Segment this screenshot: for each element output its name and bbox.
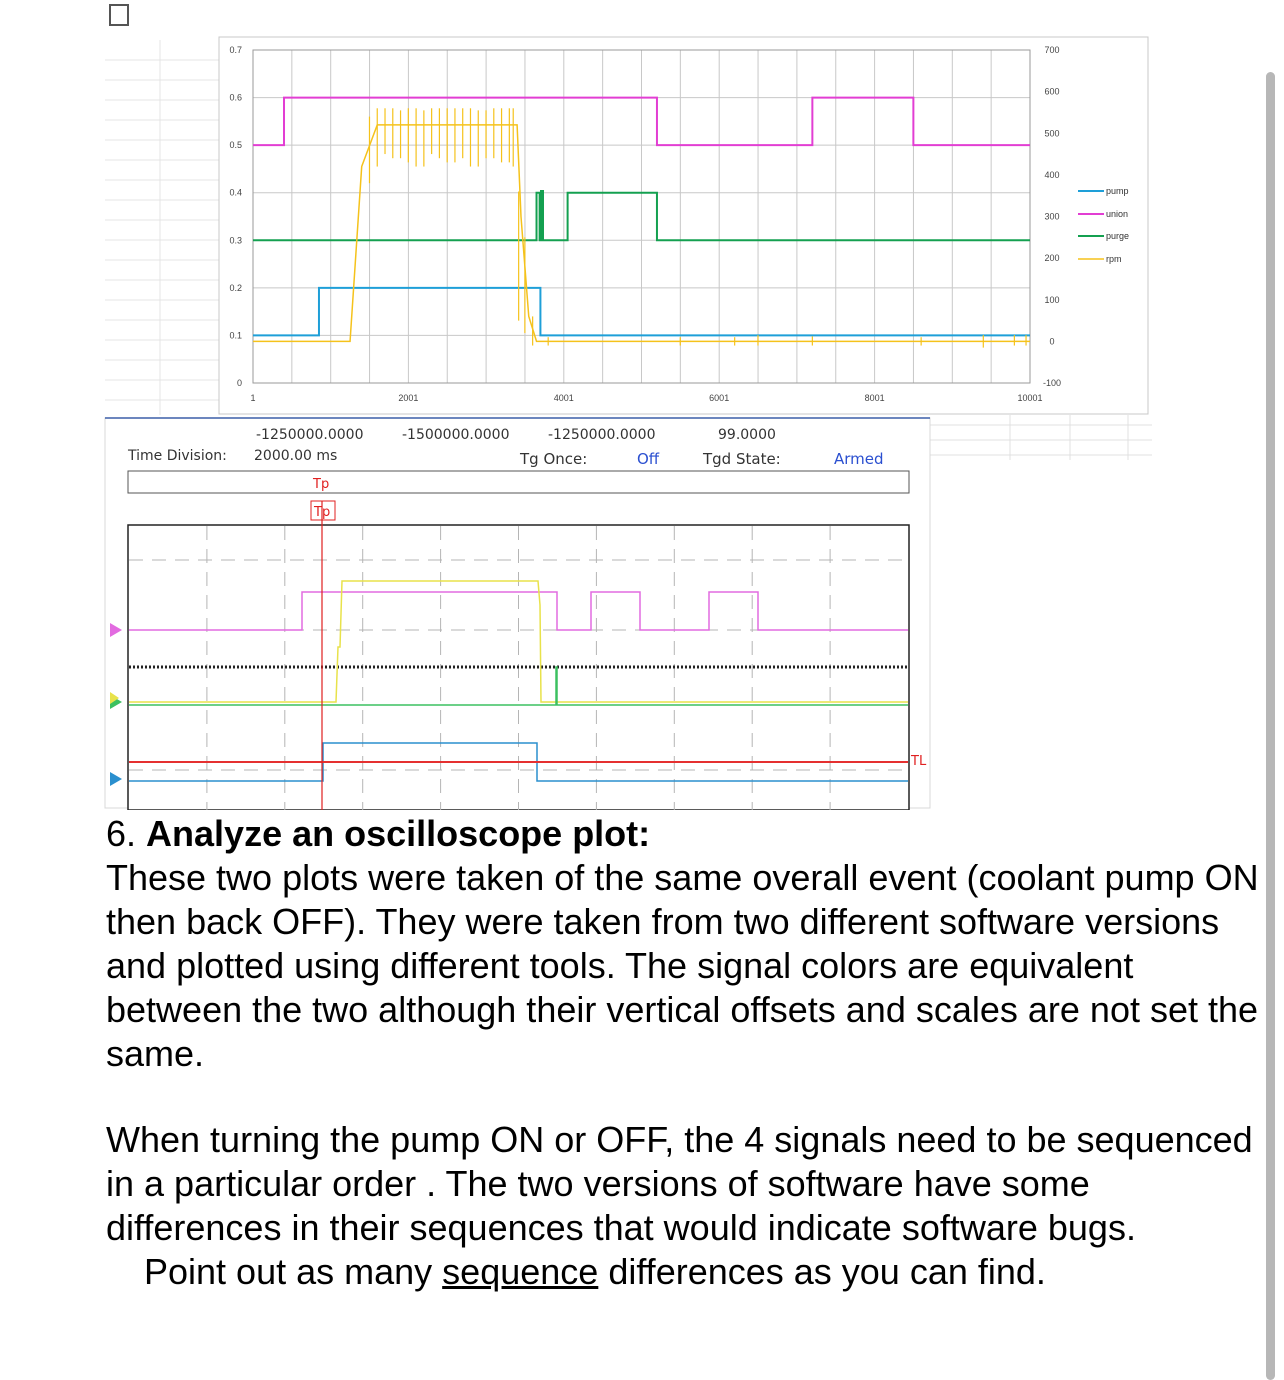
time-division-value: 2000.00 ms (254, 448, 338, 464)
spreadsheet-grid (105, 40, 220, 415)
oscilloscope (0, 415, 1284, 810)
right-tick-label: 600 (1044, 86, 1060, 97)
left-tick-label: 0.3 (229, 235, 242, 246)
left-tick-label: 0.6 (229, 92, 242, 103)
tg-once-value: Off (637, 450, 660, 468)
x-tick-label: 6001 (709, 393, 730, 403)
legend-pump: pump (1106, 186, 1129, 196)
timeline-bar (128, 471, 909, 493)
left-tick-label: 0.2 (229, 282, 242, 293)
legend-union: union (1106, 209, 1129, 219)
underlined-word: sequence (442, 1251, 599, 1292)
readout-1: -1250000.0000 (256, 427, 364, 443)
right-tick-label: 500 (1044, 128, 1060, 139)
right-tick-label: 0 (1049, 336, 1055, 347)
purge-pulse (540, 190, 544, 240)
question-paragraph-2: When turning the pump ON or OFF, the 4 signals need to be sequenced in a particular order . The two versions of software have some differences in their sequences that would indicate software bugs. (106, 1119, 1253, 1248)
right-tick-label: 200 (1044, 253, 1060, 264)
spreadsheet-grid-right (930, 415, 1152, 460)
x-tick-label: 1 (250, 393, 256, 403)
right-tick-label: 300 (1044, 211, 1060, 222)
readout-3: -1250000.0000 (548, 427, 656, 443)
question-block-2 (106, 1118, 1266, 1294)
tp-marker: Tp (314, 505, 331, 520)
question-title: Analyze an oscilloscope plot: (146, 813, 651, 854)
x-tick-label: 4001 (553, 393, 574, 403)
question-number: 6. (106, 813, 137, 854)
x-tick-label: 8001 (864, 393, 885, 403)
readout-2: -1500000.0000 (402, 427, 510, 443)
legend-rpm: rpm (1106, 254, 1122, 264)
question-paragraph-3: Point out as many sequence differences as you can find. (144, 1251, 1046, 1292)
x-tick-label: 10001 (1017, 393, 1043, 403)
tg-once-label: Tg Once: (520, 450, 588, 468)
right-tick-label: 400 (1044, 169, 1060, 180)
right-tick-label: 700 (1044, 45, 1060, 55)
tl-label: TL (911, 754, 927, 769)
legend-purge: purge (1106, 231, 1130, 241)
question-block (106, 812, 1266, 1076)
readout-4: 99.0000 (718, 427, 776, 443)
left-tick-label: 0.7 (229, 45, 242, 55)
time-division-label: Time Division: (128, 448, 227, 464)
tp-label: Tp (313, 477, 330, 492)
question-paragraph-1: These two plots were taken of the same overall event (coolant pump ON then back OFF). They were taken from two different software versions and plotted using different tools. The signal colors are equivalent between the two although their vertical offsets and scales are not set the same. (106, 857, 1259, 1074)
right-tick-label: -100 (1042, 378, 1062, 388)
left-tick-label: 0.5 (229, 140, 242, 151)
left-tick-label: 0 (236, 378, 242, 388)
excel-chart (0, 0, 1284, 420)
question-heading (106, 812, 1266, 856)
left-tick-label: 0.1 (229, 330, 242, 341)
tgd-state-value: Armed (834, 450, 884, 468)
x-tick-label: 2001 (398, 393, 419, 403)
right-tick-label: 100 (1044, 294, 1060, 305)
left-tick-label: 0.4 (229, 187, 242, 198)
tgd-state-label: Tgd State: (703, 450, 781, 468)
